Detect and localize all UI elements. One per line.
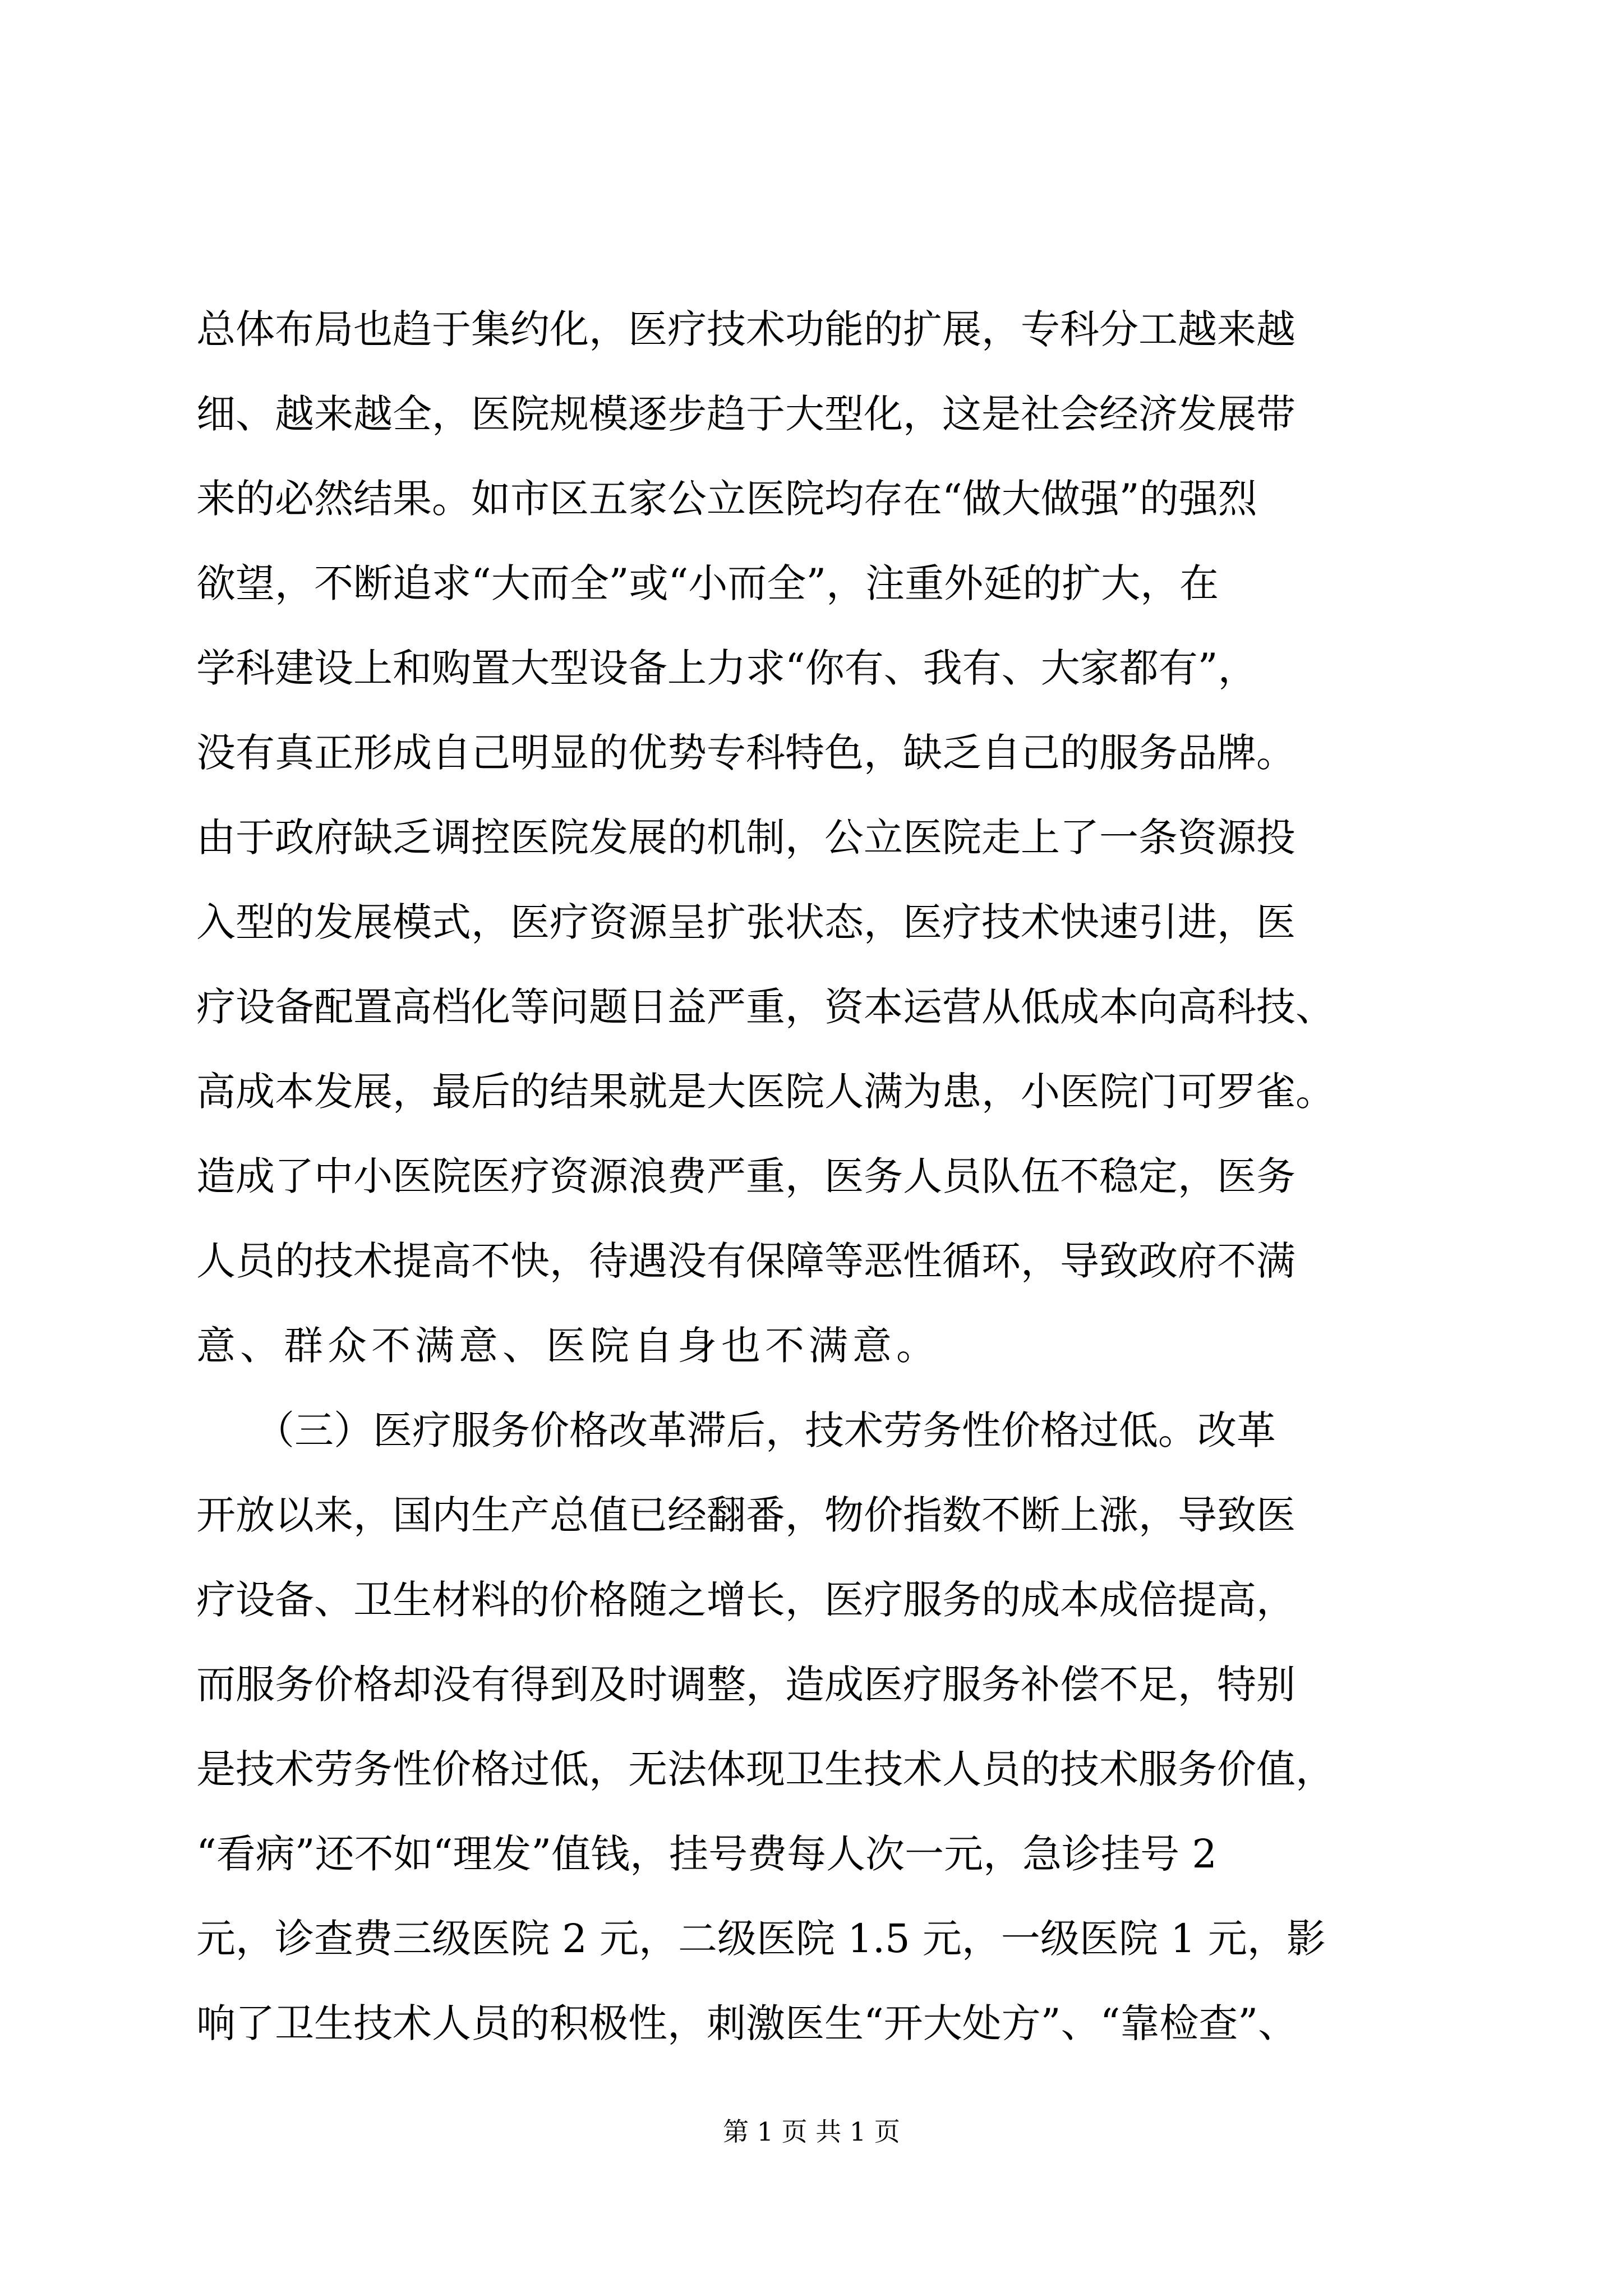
body-text — [196, 287, 1424, 2066]
page-footer: 第 1 页 共 1 页 — [723, 2116, 900, 2147]
text-line: 疗设备、卫生材料的价格随之增长，医疗服务的成本成倍提高， — [196, 1577, 1295, 1623]
text-line: 没有真正形成自己明显的优势专科特色，缺乏自己的服务品牌。 — [196, 730, 1295, 776]
text-line: 元，诊查费三级医院 2 元，二级医院 1.5 元，一级医院 1 元，影 — [196, 1916, 1326, 1962]
text-line: 而服务价格却没有得到及时调整，造成医疗服务补偿不足，特别 — [196, 1662, 1295, 1708]
text-line: 高成本发展，最后的结果就是大医院人满为患，小医院门可罗雀。 — [196, 1069, 1335, 1115]
text-line: 疗设备配置高档化等问题日益严重，资本运营从低成本向高科技、 — [196, 984, 1335, 1030]
text-line: 响了卫生技术人员的积极性，刺激医生“开大处方”、“靠检查”、 — [196, 2000, 1298, 2046]
text-line: 是技术劳务性价格过低，无法体现卫生技术人员的技术服务价值， — [196, 1746, 1335, 1792]
text-line: 人员的技术提高不快，待遇没有保障等恶性循环，导致政府不满 — [196, 1238, 1295, 1284]
text-line: 入型的发展模式，医疗资源呈扩张状态，医疗技术快速引进，医 — [196, 899, 1295, 945]
text-line: “看病”还不如“理发”值钱，挂号费每人次一元，急诊挂号 2 — [196, 1831, 1217, 1877]
text-line: 欲望，不断追求“大而全”或“小而全”，注重外延的扩大，在 — [196, 560, 1219, 606]
text-line: 细、越来越全，医院规模逐步趋于大型化，这是社会经济发展带 — [196, 391, 1295, 437]
text-line: 学科建设上和购置大型设备上力求“你有、我有、大家都有”， — [196, 645, 1257, 691]
text-line: （三）医疗服务价格改革滞后，技术劳务性价格过低。改革 — [196, 1407, 1276, 1453]
text-line: 总体布局也趋于集约化，医疗技术功能的扩展，专科分工越来越 — [196, 306, 1295, 352]
text-line: 开放以来，国内生产总值已经翻番，物价指数不断上涨，导致医 — [196, 1492, 1295, 1538]
text-line: 意、群众不满意、医院自身也不满意。 — [196, 1323, 940, 1369]
text-line: 来的必然结果。如市区五家公立医院均存在“做大做强”的强烈 — [196, 476, 1257, 522]
text-line: 造成了中小医院医疗资源浪费严重，医务人员队伍不稳定，医务 — [196, 1153, 1295, 1199]
text-line: 由于政府缺乏调控医院发展的机制，公立医院走上了一条资源投 — [196, 815, 1295, 861]
